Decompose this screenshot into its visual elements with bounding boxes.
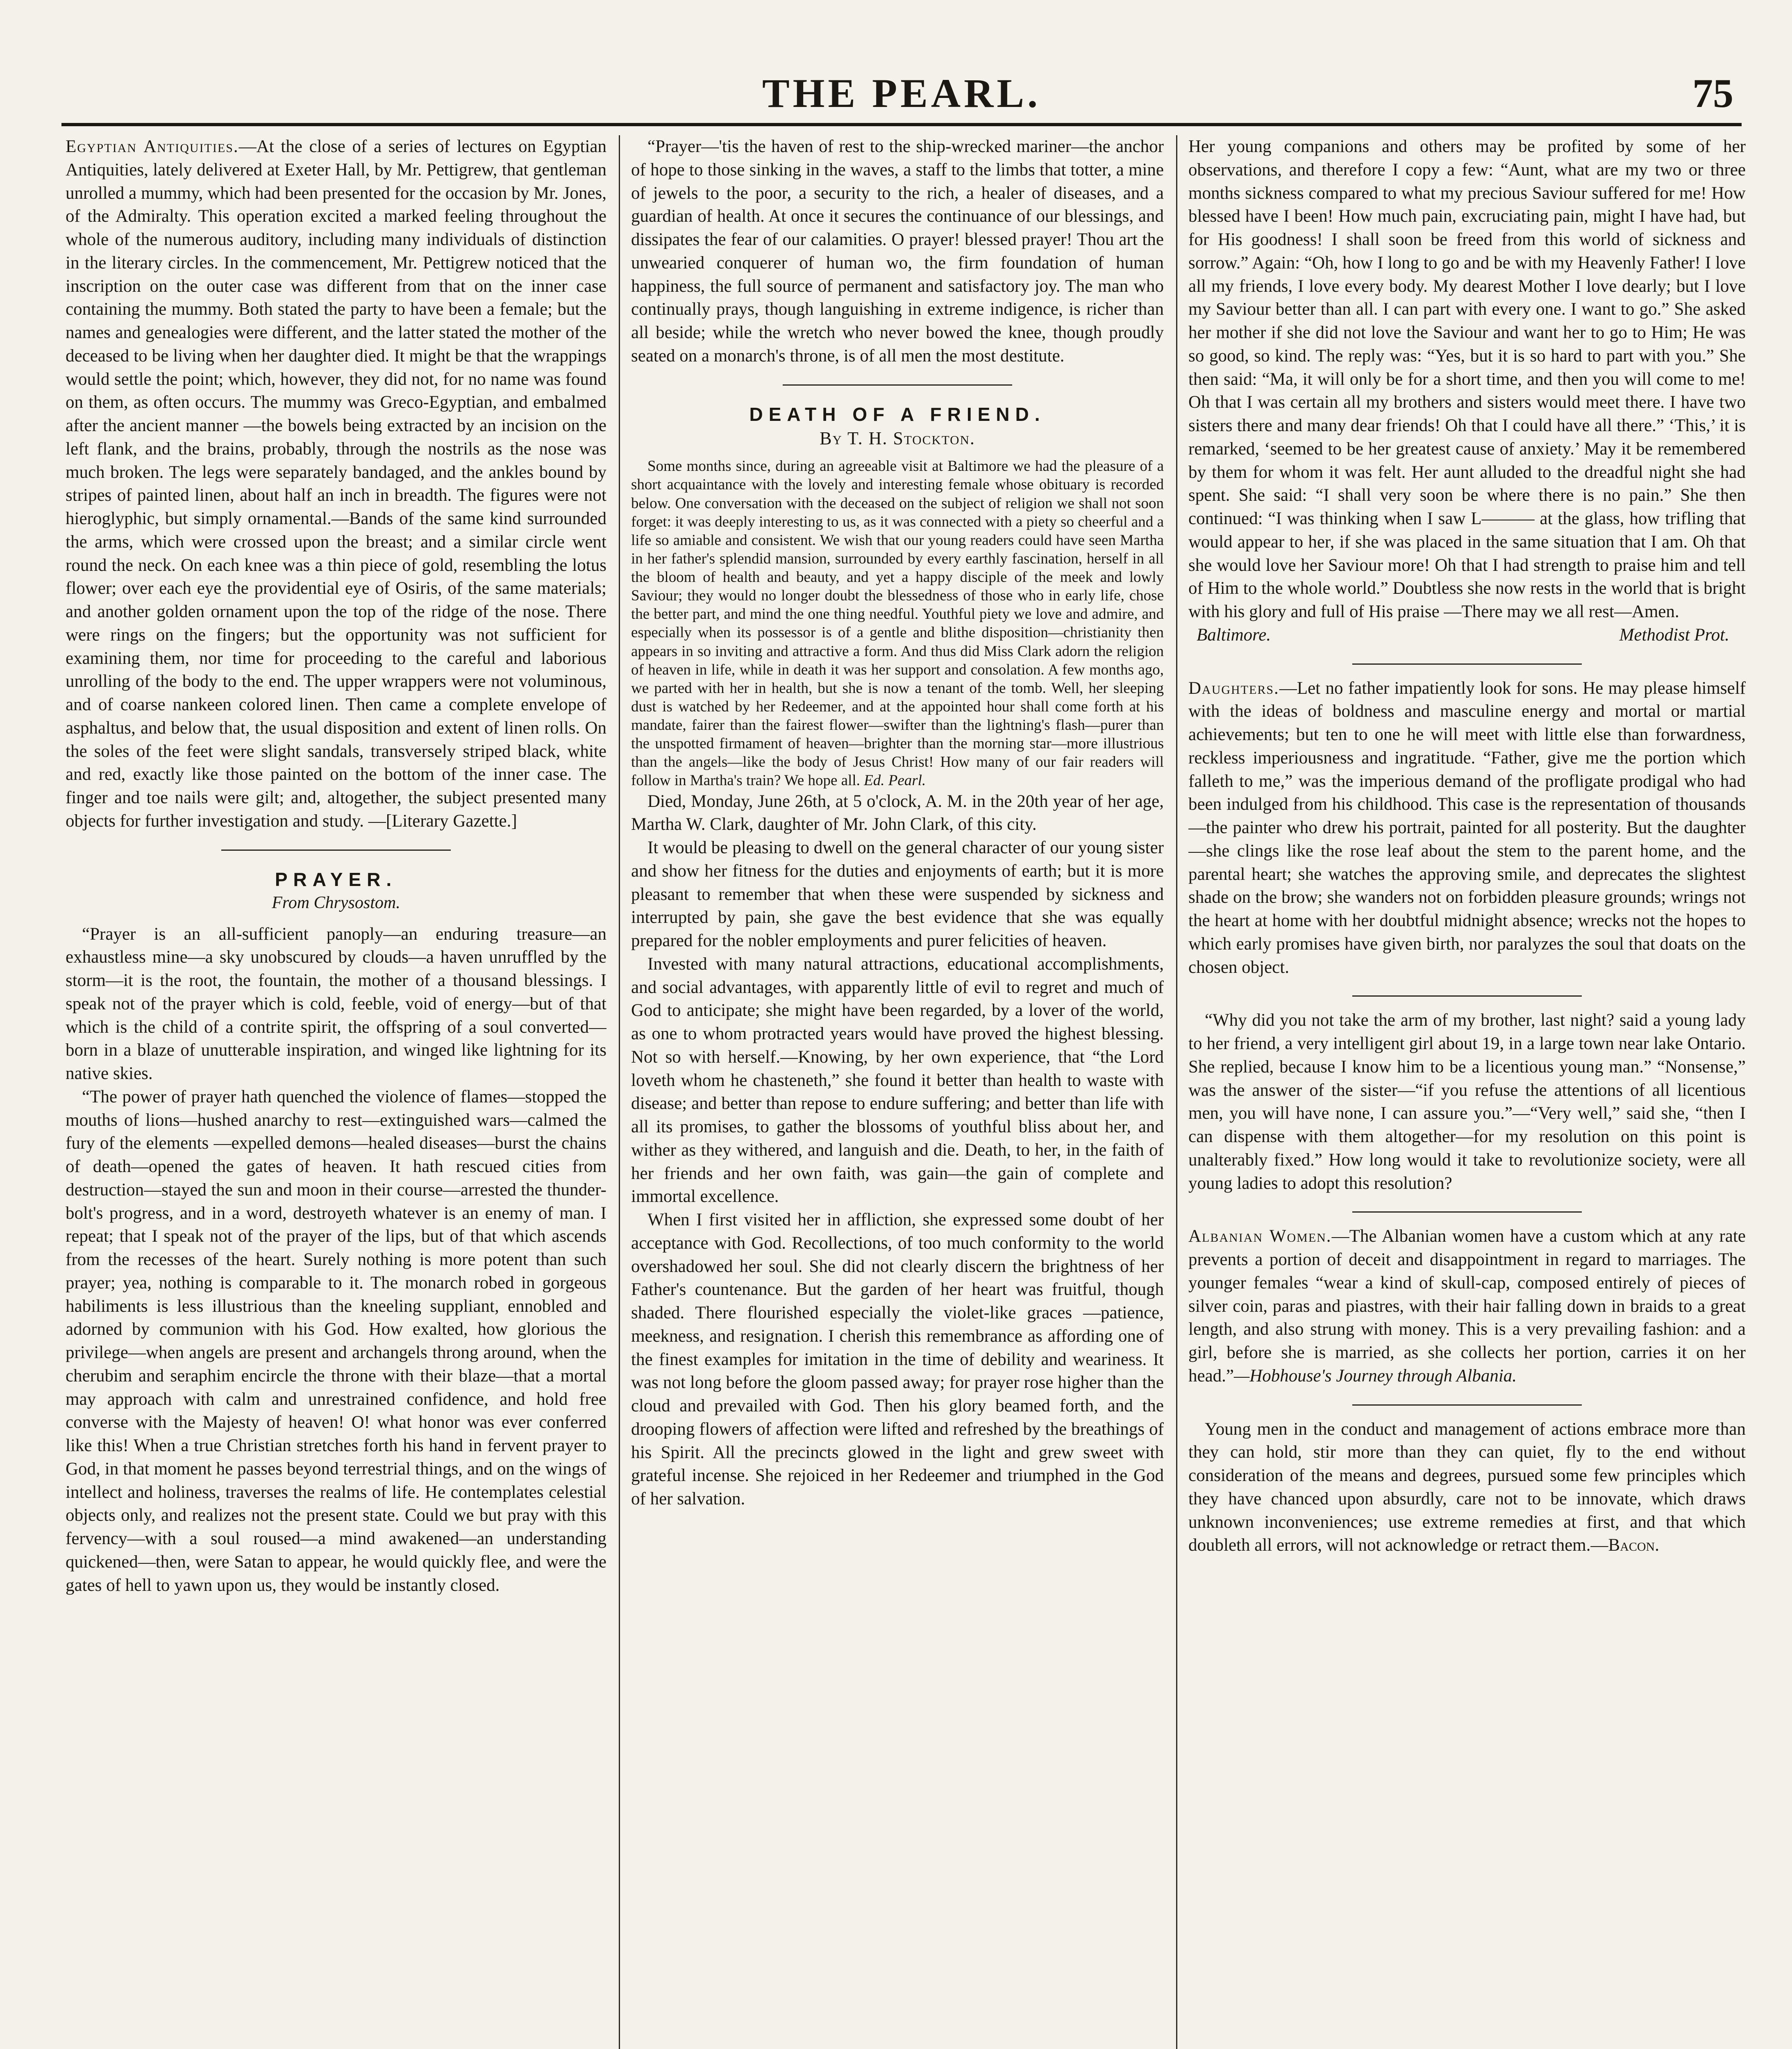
section-divider [1352, 995, 1582, 997]
young-men-article [1188, 1418, 1746, 1558]
young-men-author: —Bacon. [1590, 1536, 1659, 1555]
prayer-paragraph: “Prayer is an all-sufficient panoply—an enduring treasure—an exhaustless mine—a sky unobscured by clouds—a haven unruffled by the storm—it is the root, the fountain, the mother of a thousand blessings. I speak not of the prayer which is cold, feeble, void of energy—but of that which is the child of a contrite spirit, the offspring of a soul converted—born in a blaze of unutterable inspiration, and winged like lightning for its native skies. [66, 924, 606, 1084]
section-divider [221, 850, 451, 851]
section-divider [1352, 1404, 1582, 1406]
young-men-text: Young men in the conduct and management of actions embrace more than they can hold, stir more than they can quiet, fly to the end without consideration of the means and degrees, pursued some few principles which they have chanced upon absurdly, care not to be innovate, which draws unknown inconveniences; use extreme remedies at first, and that which doubleth all errors, will not acknowledge or retract them. [1188, 1419, 1746, 1555]
column-3 [1188, 135, 1746, 2049]
prayer-title: PRAYER. [275, 868, 397, 890]
masthead [61, 61, 1742, 126]
death-intro [631, 457, 1164, 790]
prayer-paragraph: “Prayer—'tis the haven of rest to the ship-wrecked mariner—the anchor of hope to those sinking in the waves, a staff to the limbs that totter, a mine of jewels to the poor, a security to the rich, a healer of diseases, and a guardian of health. At once it secures the continuance of our blessings, and dissipates the fear of our calamities. O prayer! blessed prayer! Thou art the unwearied conquerer of human wo, the firm foundation of human happiness, the full source of permanent and satisfactory joy. The man who continually prays, though languishing in extreme indigence, is richer than all beside; while the wretch who never bowed the knee, though proudly seated on a monarch's throne, is of all men the most destitute. [631, 137, 1164, 366]
death-intro-signature: Ed. Pearl. [864, 772, 926, 789]
column-2 [631, 135, 1164, 2049]
daughters-text: —Let no father impatiently look for sons. He may please himself with the ideas of boldness and masculine energy and mortal or martial achievements; but ten to one he will meet with little else than forwardness, reckless imperiousness and ingratitude. “Father, give me the portion which falleth to me,” was the imperious demand of the profligate prodigal who had been indulged from his childhood. This case is the representation of thousands—the painter who drew his portrait, painted for all posterity. But the daughter—she clings like the rose leaf about the stem to the parent home, and the parental heart; she watches the approving smile, and deprecates the slightest shade on the brow; she wanders not on forbidden pleasure grounds; wrings not the heart at home with her doubtful midnight absence; wrecks not the hopes to which early promises have given birth, nor paralyzes the soul that doats on the chosen object. [1188, 678, 1746, 977]
section-divider [783, 384, 1012, 386]
column-1 [66, 135, 606, 2049]
death-paragraph: Died, Monday, June 26th, at 5 o'clock, A. M. in the 20th year of her age, Martha W. Clark, daughter of Mr. John Clark, of this city. [631, 791, 1164, 834]
section-divider [1352, 663, 1582, 665]
albanian-source: —Hobhouse's Journey through Albania. [1234, 1366, 1517, 1386]
page-number: 75 [1692, 70, 1733, 116]
albanian-article [1188, 1225, 1746, 1388]
masthead-title: THE PEARL. [762, 70, 1041, 116]
death-paragraph: Her young companions and others may be profited by some of her observations, and therefore I copy a few: “Aunt, what are my two or three months sickness compared to what my precious Saviour suffered for me! How blessed have I been! How much pain, excruciating pain, might I have had, but for His goodness! I shall soon be freed from this world of sickness and sorrow.” Again: “Oh, how I long to go and be with my Heavenly Father! I love all my friends, I love every body. My dearest Mother I love dearly; but I love my Saviour better than all. I can part with every one. I want to go.” She asked her mother if she did not love the Saviour and want her to go to Him; He was so good, so kind. The reply was: “Yes, but it is so hard to part with you.” She then said: “Ma, it will only be for a short time, and then you will come to me! Oh that I was certain all my brothers and sisters would meet there. I have two sisters there and many dear friends! Oh that I could have all there.” ‘This,’ it is remarked, ‘seemed to be her greatest cause of anxiety.’ May it be remembered by them for whom it was felt. Her aunt alluded to the dreadful night she had spent. She said: “I shall very soon be where there is no pain.” She then continued: “I was thinking when I saw L——— at the glass, how trifling that would appear to her, if she was placed in the same situation that I am. Oh that she would love her Saviour more! Oh that I had strength to praise him and tell of Him to the whole world.” Doubtless she now rests in the world that is bright with his glory and full of His praise —There may we all rest—Amen. [1188, 137, 1746, 621]
death-paragraph: When I first visited her in affliction, she expressed some doubt of her acceptance with God. Recollections, of too much conformity to the world overshadowed her soul. She did not clearly discern the brightness of her Father's countenance. But the garden of her heart was fruitful, though shaded. There flourished especially the violet-like graces —patience, meekness, and resignation. I cherish this remembrance as affording one of the finest examples for imitation in the time of debility and weariness. It was not long before the gloom passed away; for prayer rose higher than the cloud and prevailed with God. Then his glory beamed forth, and the drooping flowers of affection were lifted and refreshed by the breathings of his Spirit. All the precincts glowed in the light and grew sweet with grateful incense. She rejoiced in her Redeemer and triumphed in the God of her salvation. [631, 1210, 1164, 1509]
egyptian-article [66, 135, 606, 833]
death-paragraph: It would be pleasing to dwell on the general character of our young sister and show her fitness for the duties and enjoyments of earth; but it is more pleasant to remember that when these were suspended by sickness and interrupted by pain, she gave the best evidence that she was equally prepared for the nobler employments and purer felicities of heaven. [631, 838, 1164, 951]
egyptian-text: —At the close of a series of lectures on Egyptian Antiquities, lately delivered at Exeter Hall, by Mr. Pettigrew, that gentleman unrolled a mummy, which had been presented for the occasion by Mr. Jones, of the Admiralty. This operation excited a marked feeling throughout the whole of the numerous auditory, including many individuals of distinction in the literary circles. In the commencement, Mr. Pettigrew noticed that the inscription on the outer case was different from that on the inner case containing the mummy. Both stated the party to have been a female; but the names and genealogies were different, and the latter stated the mother of the deceased to be living when her daughter died. It might be that the wrappings would settle the point; which, however, they did not, for no name was found on them, as often occurs. The mummy was Greco-Egyptian, and embalmed after the ancient manner —the bowels being extracted by an incision on the left flank, and the brains, probably, through the nostrils as the nose was much broken. The legs were separately bandaged, and the ankles bound by stripes of painted linen, about half an inch in breadth. The figures were not hieroglyphic, but simply ornamental.—Bands of the same kind surrounded the arms, which were crossed upon the breast; and a similar circle went round the neck. On each knee was a thin piece of gold, resembling the lotus flower; over each eye the providential eye of Osiris, of the same materials; and another golden ornament upon the top of the ridge of the nose. There were rings on the fingers; but the opportunity was not sufficient for examining them, nor time for proceeding to the careful and laborious unrolling of the body to the end. The upper wrappers were not voluminous, and of coarse nankeen colored linen. Then came a complete envelope of asphaltus, and below that, the usual disposition and extent of linen rolls. On the soles of the feet were slight sandals, transversely striped black, white and red, exactly like those painted on the bottom of the inner case. The finger and toe nails were gilt; and, altogether, the subject presented many objects for further investigation and study. —[Literary Gazette.] [66, 137, 606, 831]
prayer-paragraph: “The power of prayer hath quenched the violence of flames—stopped the mouths of lions—hushed anarchy to rest—extinguished wars—calmed the fury of the elements —expelled demons—healed diseases—burst the chains of death—opened the gates of heaven. It hath rescued cities from destruction—stayed the sun and moon in their course—arrested the thunder-bolt's progress, and in a word, destroyeth whatever is an enemy of man. I repeat; that I speak not of the prayer of the lips, but of that which ascends from the recesses of the heart. Surely nothing is more potent than such prayer; yea, nothing is comparable to it. The monarch robed in gorgeous habiliments is less illustrious than the kneeling suppliant, ennobled and adorned by communion with his God. How exalted, how glorious the privilege—when angels are present and archangels throng around, when the cherubim and seraphim encircle the throne with their blaze—that a mortal may approach with calm and unrestrained confidence, and hold free converse with the Majesty of heaven! O! what honor was ever conferred like this! When a true Christian stretches forth his hand in fervent prayer to God, in that moment he passes beyond terrestrial things, and on the wings of intellect and holiness, traverses the realms of life. He contemplates celestial objects only, and realizes not the present state. Could we but pray with this fervency—with a soul roused—a mind awakened—an understanding quickened—then, were Satan to appear, he would quickly flee, and were the gates of hell to yawn upon us, they would be instantly closed. [66, 1087, 606, 1595]
column-rule [1176, 135, 1177, 2049]
daughters-heading: Daughters. [1188, 678, 1279, 698]
section-divider [1352, 1211, 1582, 1213]
egyptian-heading: Egyptian Antiquities. [66, 137, 239, 156]
column-rule [619, 135, 620, 2049]
albanian-heading: Albanian Women. [1188, 1227, 1332, 1246]
death-sign-place: Baltimore. [1197, 625, 1271, 645]
daughters-article [1188, 677, 1746, 979]
brother-article: “Why did you not take the arm of my brother, last night? said a young lady to her friend, a very intelligent girl about 19, in a large town near lake Ontario. She replied, because I know him to be a licentious young man.” “Nonsense,” was the answer of the sister—“if you refuse the attentions of all licentious men, you will have none, I can assure you.”—“Very well,” said she, “then I can dispense with them altogether—for my resolution on this point is unalterably fixed.” How long would it take to revolutionize society, were all young ladies to adopt this resolution? [1188, 1011, 1746, 1193]
death-byline: By T. H. Stockton. [820, 428, 975, 449]
death-sign-source: Methodist Prot. [1619, 625, 1729, 645]
prayer-subtitle: From Chrysostom. [272, 893, 400, 913]
death-signature [1188, 624, 1746, 647]
death-title: DEATH OF A FRIEND. [749, 403, 1046, 425]
death-paragraph: Invested with many natural attractions, educational accomplishments, and social advantages, with apparently little of evil to regret and much of God to anticipate; she might have been regarded, by a lover of the world, as one to whom protracted years would have proved the highest blessing. Not so with herself.—Knowing, by her own experience, that “the Lord loveth whom he chasteneth,” she found it better than health to waste with disease; and better than repose to endure suffering; and better than life with all its promises, to gather the blossoms of youthful bliss about her, and wither as they withered, and languish and die. Death, to her, in the faith of her friends and her own faith, was gain—the gain of complete and immortal excellence. [631, 954, 1164, 1206]
death-intro-text: Some months since, during an agreeable visit at Baltimore we had the pleasure of a short acquaintance with the lovely and interesting female whose obituary is recorded below. One conversation with the deceased on the subject of religion we shall not soon forget: it was deeply interesting to us, as it was connected with a piety so cheerful and a life so amiable and consistent. We wish that our young readers could have seen Martha in her father's splendid mansion, surrounded by every earthly fascination, herself in all the bloom of health and beauty, and yet a happy disciple of the meek and lowly Saviour; they would no longer doubt the blessedness of those who in early life, chose the better part, and mind the one thing needful. Youthful piety we love and admire, and especially when its possessor is of a gentle and blithe disposition—christianity then appears in so inviting and attractive a form. And thus did Miss Clark adorn the religion of heaven in life, while in death it was her support and consolation. A few months ago, we parted with her in health, but she is now a tenant of the tomb. Well, her sleeping dust is watched by her Redeemer, and at the appointed hour shall come forth at his mandate, fairer than the fairest flower—swifter than the lightning's flash—purer than the unspotted firmament of heaven—brighter than the morning star—more illustrious than the angels—like the body of Jesus Christ! How many of our fair readers will follow in Martha's train? We hope all. [631, 458, 1164, 789]
albanian-text: —The Albanian women have a custom which at any rate prevents a portion of deceit and disappointment in regard to marriages. The younger females “wear a kind of skull-cap, composed entirely of pieces of silver coin, paras and piastres, with their hair falling down in braids to a great length, and also strung with money. This is a very prevailing fashion: and a girl, before she is married, as she collects her portion, carries it on her head.” [1188, 1227, 1746, 1386]
